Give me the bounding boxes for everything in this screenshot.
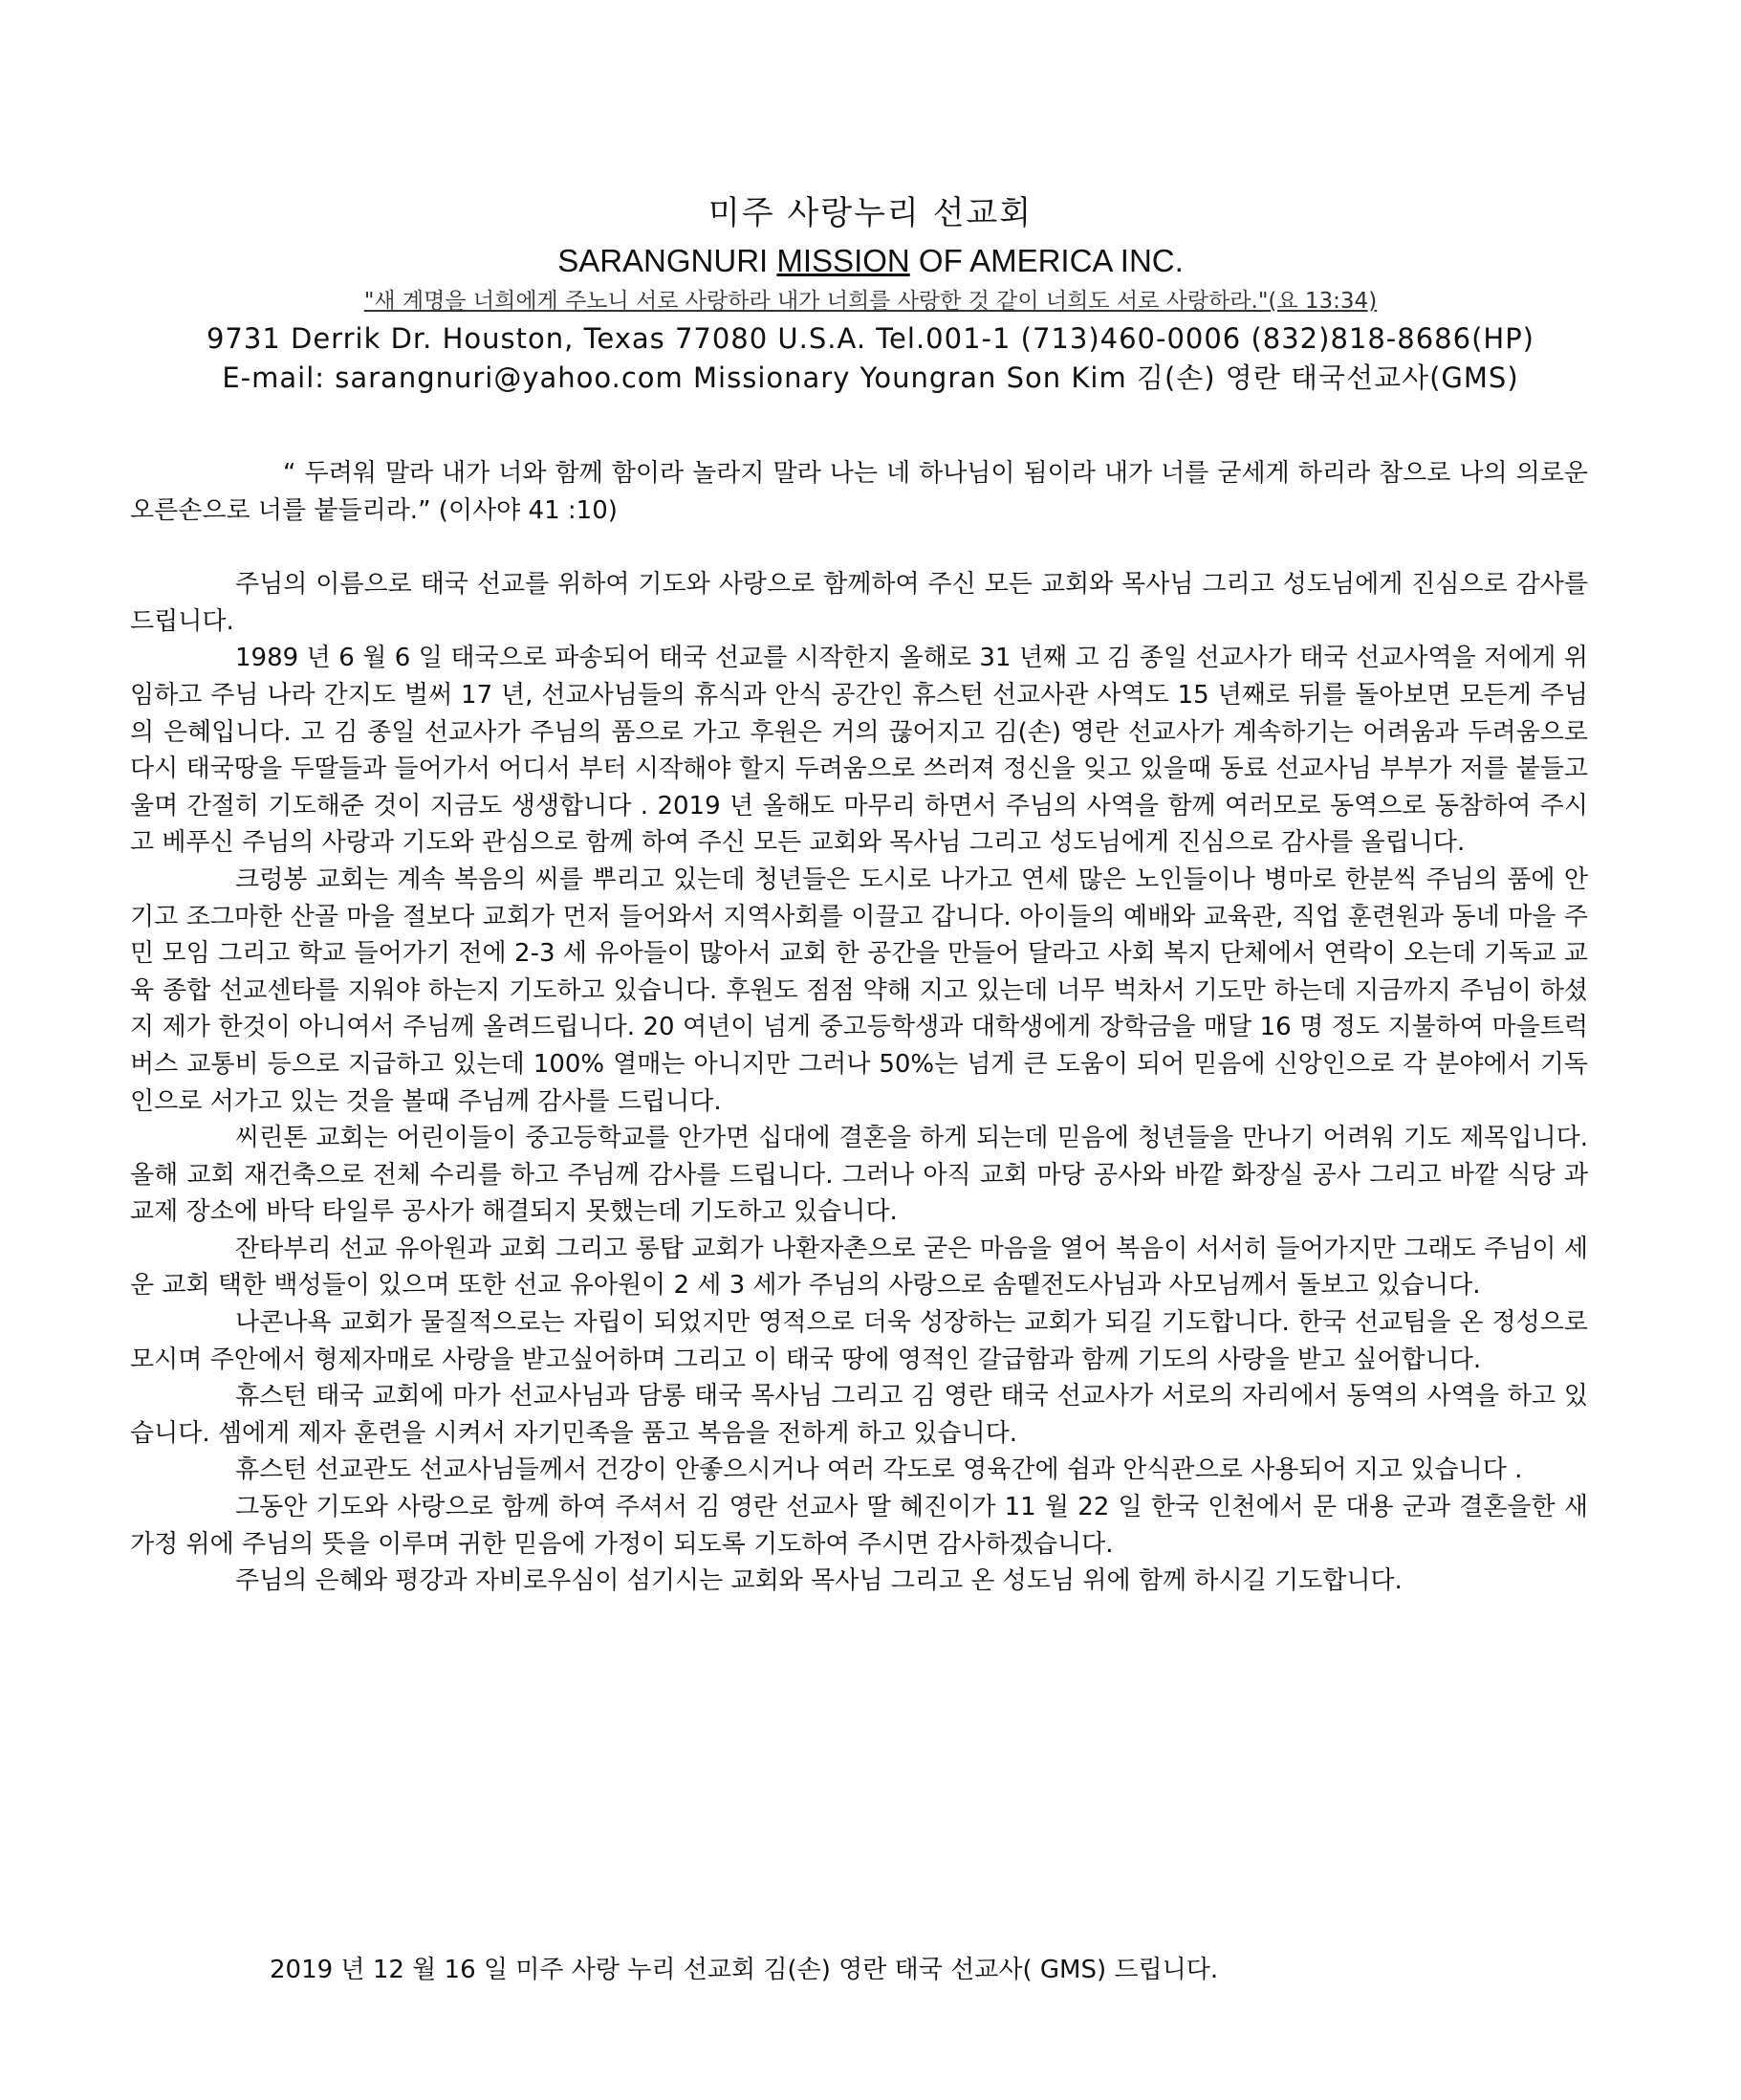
closing-signature-line: 2019 년 12 월 16 일 미주 사랑 누리 선교회 김(손) 영란 태국 선교사( GMS) 드립니다. — [270, 1956, 1219, 1984]
paragraph-nakhon-nayok: 나콘나욕 교회가 물질적으로는 자립이 되었지만 영적으로 더욱 성장하는 교회가 되길 기도합니다. 한국 선교팀을 온 정성으로 모시며 주안에서 형제자매로 사랑을 받고싶어하며 그리고 이 태국 땅에 영적인 갈급함과 함께 기도의 사랑을 받고 싶어합니다. — [130, 1308, 1588, 1374]
paragraph-thanks: 주님의 이름으로 태국 선교를 위하여 기도와 사랑으로 함께하여 주신 모든 교회와 목사님 그리고 성도님에게 진심으로 감사를 드립니다. — [130, 570, 1588, 636]
paragraph-houston-thai-church: 휴스턴 태국 교회에 마가 선교사님과 담롱 태국 목사님 그리고 김 영란 태국 선교사가 서로의 자리에서 동역의 사역을 하고 있습니다. 셈에게 제자 훈련을 시켜서 자기민족을 품고 복음을 전하게 하고 있습니다. — [130, 1382, 1588, 1448]
mission-title-english — [0, 239, 1741, 283]
paragraph-wedding: 그동안 기도와 사랑으로 함께 하여 주셔서 김 영란 선교사 딸 혜진이가 11 월 22 일 한국 인천에서 문 대용 군과 결혼을한 새 가정 위에 주님의 뜻을 이루며 귀한 믿음에 가정이 되도록 기도하여 주시면 감사하겠습니다. — [130, 1493, 1588, 1559]
letter-body — [130, 455, 1588, 1600]
paragraph-blessing: 주님의 은혜와 평강과 자비로우심이 섬기시는 교회와 목사님 그리고 온 성도님 위에 함께 하시길 기도합니다. — [235, 1566, 1403, 1596]
paragraph-sirinthorn-church: 씨린톤 교회는 어린이들이 중고등학교를 안가면 십대에 결혼을 하게 되는데 믿음에 청년들을 만나기 어려워 기도 제목입니다. 올해 교회 재건축으로 전체 수리를 하고 주님께 감사를 드립니다. 그러나 아직 교회 마당 공사와 바깥 화장실 공사 그리고 바깥 식당 과 교제 장소에 바닥 타일루 공사가 해결되지 못했는데 기도하고 있습니다. — [130, 1124, 1588, 1227]
motto-verse: "새 계명을 너희에게 주노니 서로 사랑하라 내가 너희를 사랑한 것 같이 너희도 서로 사랑하라."(요 13:34) — [363, 289, 1378, 314]
paragraph-chanthaburi: 잔타부리 선교 유아원과 교회 그리고 롱탑 교회가 나환자촌으로 굳은 마음을 열어 복음이 서서히 들어가지만 그래도 주님이 세운 교회 택한 백성들이 있으며 또한 선교 유아원이 2 세 3 세가 주님의 사랑으로 솜뗕전도사님과 사모님께서 돌보고 있습니다. — [130, 1234, 1588, 1301]
opening-verse: “ 두려워 말라 내가 너와 함께 함이라 놀라지 말라 나는 네 하나님이 됨이라 내가 너를 굳세게 하리라 참으로 나의 의로운 오른손으로 너를 붙들리라.” (이사야 41 :10) — [130, 459, 1588, 525]
title-en-mission: MISSION — [776, 243, 910, 278]
paragraph-houston-mission-house: 휴스턴 선교관도 선교사님들께서 건강이 안좋으시거나 여러 각도로 영육간에 쉼과 안식관으로 사용되어 지고 있습니다 . — [235, 1455, 1523, 1485]
paragraph-history: 1989 년 6 월 6 일 태국으로 파송되어 태국 선교를 시작한지 올해로 31 년째 고 김 종일 선교사가 태국 선교사역을 저에게 위임하고 주님 나라 간지도 벌써 17 년, 선교사님들의 휴식과 안식 공간인 휴스턴 선교사관 사역도 15 년째로 뒤를 돌아보면 모든게 주님의 은혜입니다. 고 김 종일 선교사가 주님의 품으로 가고 후원은 거의 끊어지고 김(손) 영란 선교사가 계속하기는 어려움과 두려움으로 다시 태국땅을 두딸들과 들어가서 어디서 부터 시작해야 할지 두려움으로 쓰러져 정신을 잊고 있을때 동료 선교사님 부부가 저를 붙들고 울며 간절히 기도해준 것이 지금도 생생합니다 . 2019 년 올해도 마무리 하면서 주님의 사역을 함께 여러모로 동역으로 동참하여 주시고 베푸신 주님의 사랑과 기도와 관심으로 함께 하여 주신 모든 교회와 목사님 그리고 성도님에게 진심으로 감사를 올립니다. — [130, 644, 1588, 858]
title-en-post: OF AMERICA INC. — [909, 243, 1184, 278]
mission-title-korean: 미주 사랑누리 선교회 — [707, 194, 1034, 232]
address-line: 9731 Derrik Dr. Houston, Texas 77080 U.S.A. Tel.001-1 (713)460-0006 (832)818-8686(HP) — [206, 322, 1534, 355]
title-en-pre: SARANGNURI — [557, 243, 777, 278]
paragraph-krungbong-church: 크렁봉 교회는 계속 복음의 씨를 뿌리고 있는데 청년들은 도시로 나가고 연세 많은 노인들이나 병마로 한분씩 주님의 품에 안기고 조그마한 산골 마을 절보다 교회가 먼저 들어와서 지역사회를 이끌고 갑니다. 아이들의 예배와 교육관, 직업 훈련원과 동네 마을 주민 모임 그리고 학교 들어가기 전에 2-3 세 유아들이 많아서 교회 한 공간을 만들어 달라고 사회 복지 단체에서 연락이 오는데 기독교 교육 종합 선교센타를 지워야 하는지 기도하고 있습니다. 후원도 점점 약해 지고 있는데 너무 벅차서 기도만 하는데 지금까지 주님이 하셨지 제가 한것이 아니여서 주님께 올려드립니다. 20 여년이 넘게 중고등학생과 대학생에게 장학금을 매달 16 명 정도 지불하여 마을트럭버스 교통비 등으로 지급하고 있는데 100% 열매는 아니지만 그러나 50%는 넘게 큰 도움이 되어 믿음에 신앙인으로 각 분야에서 기독인으로 서가고 있는 것을 볼때 주님께 감사를 드립니다. — [130, 864, 1588, 1116]
email-line: E-mail: sarangnuri@yahoo.com Missionary Youngran Son Kim 김(손) 영란 태국선교사(GMS) — [222, 361, 1519, 394]
letterhead — [0, 187, 1741, 398]
